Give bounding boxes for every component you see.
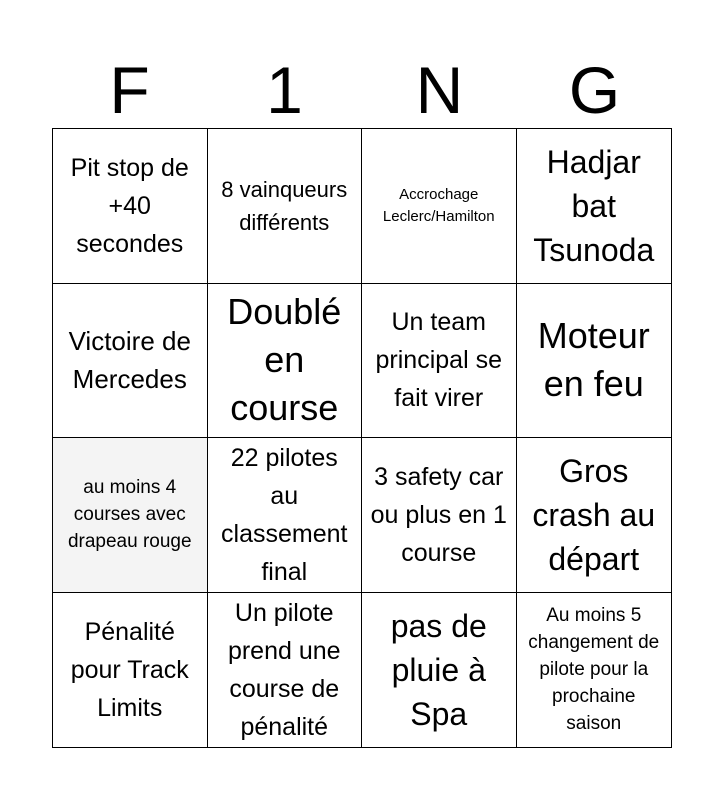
bingo-header (52, 52, 672, 128)
bingo-cell-text: Un team principal se fait virer (375, 308, 502, 413)
bingo-cell-text: Accrochage Leclerc/Hamilton (382, 185, 495, 225)
bingo-cell-r3c3[interactable] (362, 438, 517, 593)
bingo-cell-text: Gros crash au départ (532, 452, 656, 577)
bingo-cell-text: Pénalité pour Track Limits (70, 617, 189, 722)
bingo-cell-r3c2[interactable] (208, 438, 363, 593)
bingo-cell-r4c3[interactable] (362, 593, 517, 748)
bingo-cell-text: Pit stop de +40 secondes (70, 153, 189, 258)
bingo-cell-r3c1[interactable] (53, 438, 208, 593)
bingo-cell-text: Un pilote prend une course de pénalité (227, 598, 341, 741)
bingo-cell-r3c4[interactable] (517, 438, 672, 593)
header-letter-4: G (568, 53, 621, 127)
bingo-cell-text: Victoire de Mercedes (68, 326, 191, 395)
bingo-cell-r1c4[interactable] (517, 129, 672, 284)
bingo-cell-text: 3 safety car ou plus en 1 course (370, 462, 507, 567)
header-letter-2: 1 (266, 53, 303, 127)
bingo-cell-r4c2[interactable] (208, 593, 363, 748)
bingo-cell-text: pas de pluie à Spa (390, 607, 487, 732)
bingo-cell-text: 8 vainqueurs différents (221, 176, 348, 235)
bingo-cell-r2c3[interactable] (362, 284, 517, 439)
bingo-board (52, 128, 672, 748)
bingo-cell-r1c3[interactable] (362, 129, 517, 284)
bingo-cell-text: Hadjar bat Tsunoda (533, 143, 655, 268)
bingo-cell-text: 22 pilotes au classement final (221, 443, 348, 586)
bingo-cell-r4c4[interactable] (517, 593, 672, 748)
bingo-cell-r2c4[interactable] (517, 284, 672, 439)
header-letter-1: F (109, 53, 150, 127)
bingo-cell-r1c1[interactable] (53, 129, 208, 284)
bingo-cell-text: au moins 4 courses avec drapeau rouge (67, 477, 192, 553)
bingo-cell-text: Doublé en course (227, 291, 342, 429)
bingo-cell-text: Au moins 5 changement de pilote pour la prochaine saison (528, 605, 660, 735)
bingo-cell-r4c1[interactable] (53, 593, 208, 748)
bingo-cell-r2c2[interactable] (208, 284, 363, 439)
bingo-cell-text: Moteur en feu (537, 315, 650, 405)
bingo-cell-r2c1[interactable] (53, 284, 208, 439)
header-letter-3: N (415, 53, 464, 127)
bingo-cell-r1c2[interactable] (208, 129, 363, 284)
